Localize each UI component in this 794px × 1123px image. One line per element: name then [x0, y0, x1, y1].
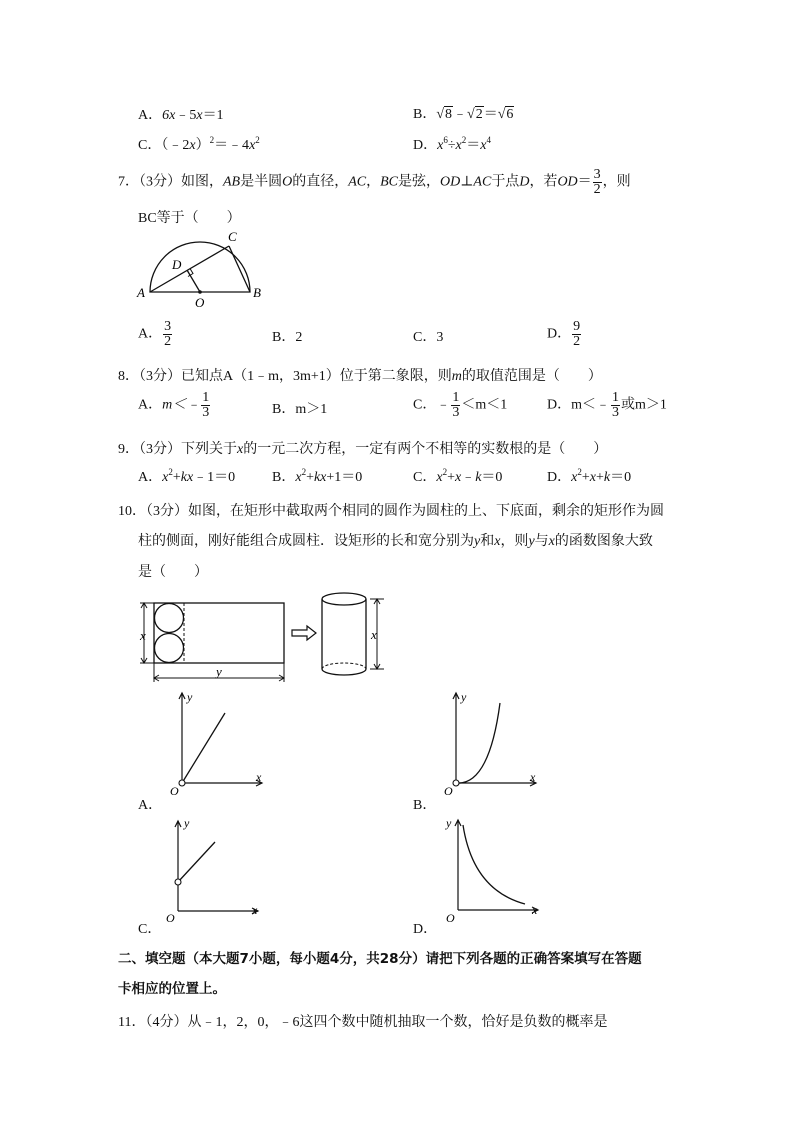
q9-stem: 9．（3分）下列关于x的一元二次方程，一定有两个不相等的实数根的是（ ）: [118, 442, 608, 457]
q10-graph-b-y: y: [461, 690, 467, 704]
q8-option-c: C．﹣ $\frac{1}{3}$ ＜m＜1: [413, 390, 508, 420]
q7-label-A: A: [137, 285, 145, 300]
q9-option-b: B．$x^2+kx+1=0$: [272, 467, 363, 485]
q7-label-O: O: [195, 295, 205, 308]
q7-option-a: A． $\frac{3}{2}$: [138, 319, 172, 349]
q10-graph-c-y: y: [184, 816, 190, 830]
q10-graph-a-y: y: [187, 690, 193, 704]
q10-graph-c: [160, 815, 270, 925]
q10-graph-b-o: O: [444, 784, 453, 798]
section2-heading-line2: 卡相应的位置上。: [118, 981, 226, 997]
q10-graph-c-x: x: [252, 903, 258, 917]
q10-graph-a: [160, 688, 270, 798]
q6-option-a: A．6x﹣5x＝1: [138, 108, 224, 123]
q9-option-c: C．$x^2+x﹣k=0$: [413, 467, 503, 485]
q10-graph-d-o: O: [446, 911, 455, 925]
q10-label-rect-x: x: [140, 628, 146, 643]
q7-stem-line1: 7．（3分）如图，AB是半圆O的直径，AC，BC是弦，OD⊥AC于点D，若OD＝ $\frac{3}{2}$ ，则: [118, 167, 631, 197]
q7-label-B: B: [253, 285, 261, 300]
q10-label-rect-y: y: [216, 664, 222, 679]
q7-label-C: C: [228, 229, 237, 244]
q10-graph-b-x: x: [530, 770, 536, 784]
q9-option-a: A．$x^2+kx﹣1=0$: [138, 467, 236, 485]
q10-stem-line3: 是（ ）: [138, 565, 208, 580]
q7-semicircle-figure: [132, 228, 267, 308]
q8-option-b: B．m＞1: [272, 402, 328, 417]
section2-heading-line1: 二、填空题（本大题7小题，每小题4分，共28分）请把下列各题的正确答案填写在答题: [118, 951, 642, 967]
q10-option-c: C．: [138, 922, 162, 937]
q7-label-D: D: [172, 257, 182, 272]
q10-label-cyl-x: x: [371, 627, 377, 642]
q10-graph-b: [434, 688, 544, 798]
q10-stem-line1: 10．（3分）如图，在矩形中截取两个相同的圆作为圆柱的上、下底面，剩余的矩形作为圆: [118, 504, 664, 519]
q10-option-b: B．: [413, 798, 437, 813]
q6-option-b: B．√8﹣√2＝√6: [413, 107, 514, 122]
q7-option-d: D． $\frac{9}{2}$: [547, 319, 581, 349]
q9-option-d: D．$x^2+x+k=0$: [547, 467, 632, 485]
q7-stem-line2: BC等于（ ）: [138, 211, 241, 226]
q7-od-fraction: $\frac{3}{2}$: [593, 167, 601, 197]
q6-option-d: D．$x^6\div x^2=x^4$: [413, 135, 491, 153]
q10-option-a: A．: [138, 798, 163, 813]
q10-graph-d-y: y: [446, 816, 452, 830]
q10-graph-c-o: O: [166, 911, 175, 925]
q10-graph-a-o: O: [170, 784, 179, 798]
q10-graph-d-x: x: [532, 903, 538, 917]
q10-stem-line2: 柱的侧面，刚好能组合成圆柱．设矩形的长和宽分别为y和x，则y与x的函数图象大致: [138, 534, 653, 549]
q10-option-d: D．: [413, 922, 438, 937]
q7-option-c: C．3: [413, 330, 444, 345]
q8-stem: 8．（3分）已知点A（1﹣m，3m+1）位于第二象限，则m的取值范围是（ ）: [118, 369, 602, 384]
q8-option-a: A．m＜﹣ $\frac{1}{3}$: [138, 390, 210, 420]
q10-graph-d: [438, 815, 548, 925]
q10-rectangle-cylinder-figure: [132, 592, 402, 692]
q11-stem: 11．（4分）从﹣1，2，0，﹣6这四个数中随机抽取一个数，恰好是负数的概率是: [118, 1015, 608, 1030]
q7-option-b: B．2: [272, 330, 303, 345]
q8-option-d: D．m＜﹣ $\frac{1}{3}$ 或m＞1: [547, 390, 667, 420]
q10-graph-a-x: x: [256, 770, 262, 784]
q6-option-c: C．$(﹣2x)^2=﹣4x^2$: [138, 135, 260, 153]
